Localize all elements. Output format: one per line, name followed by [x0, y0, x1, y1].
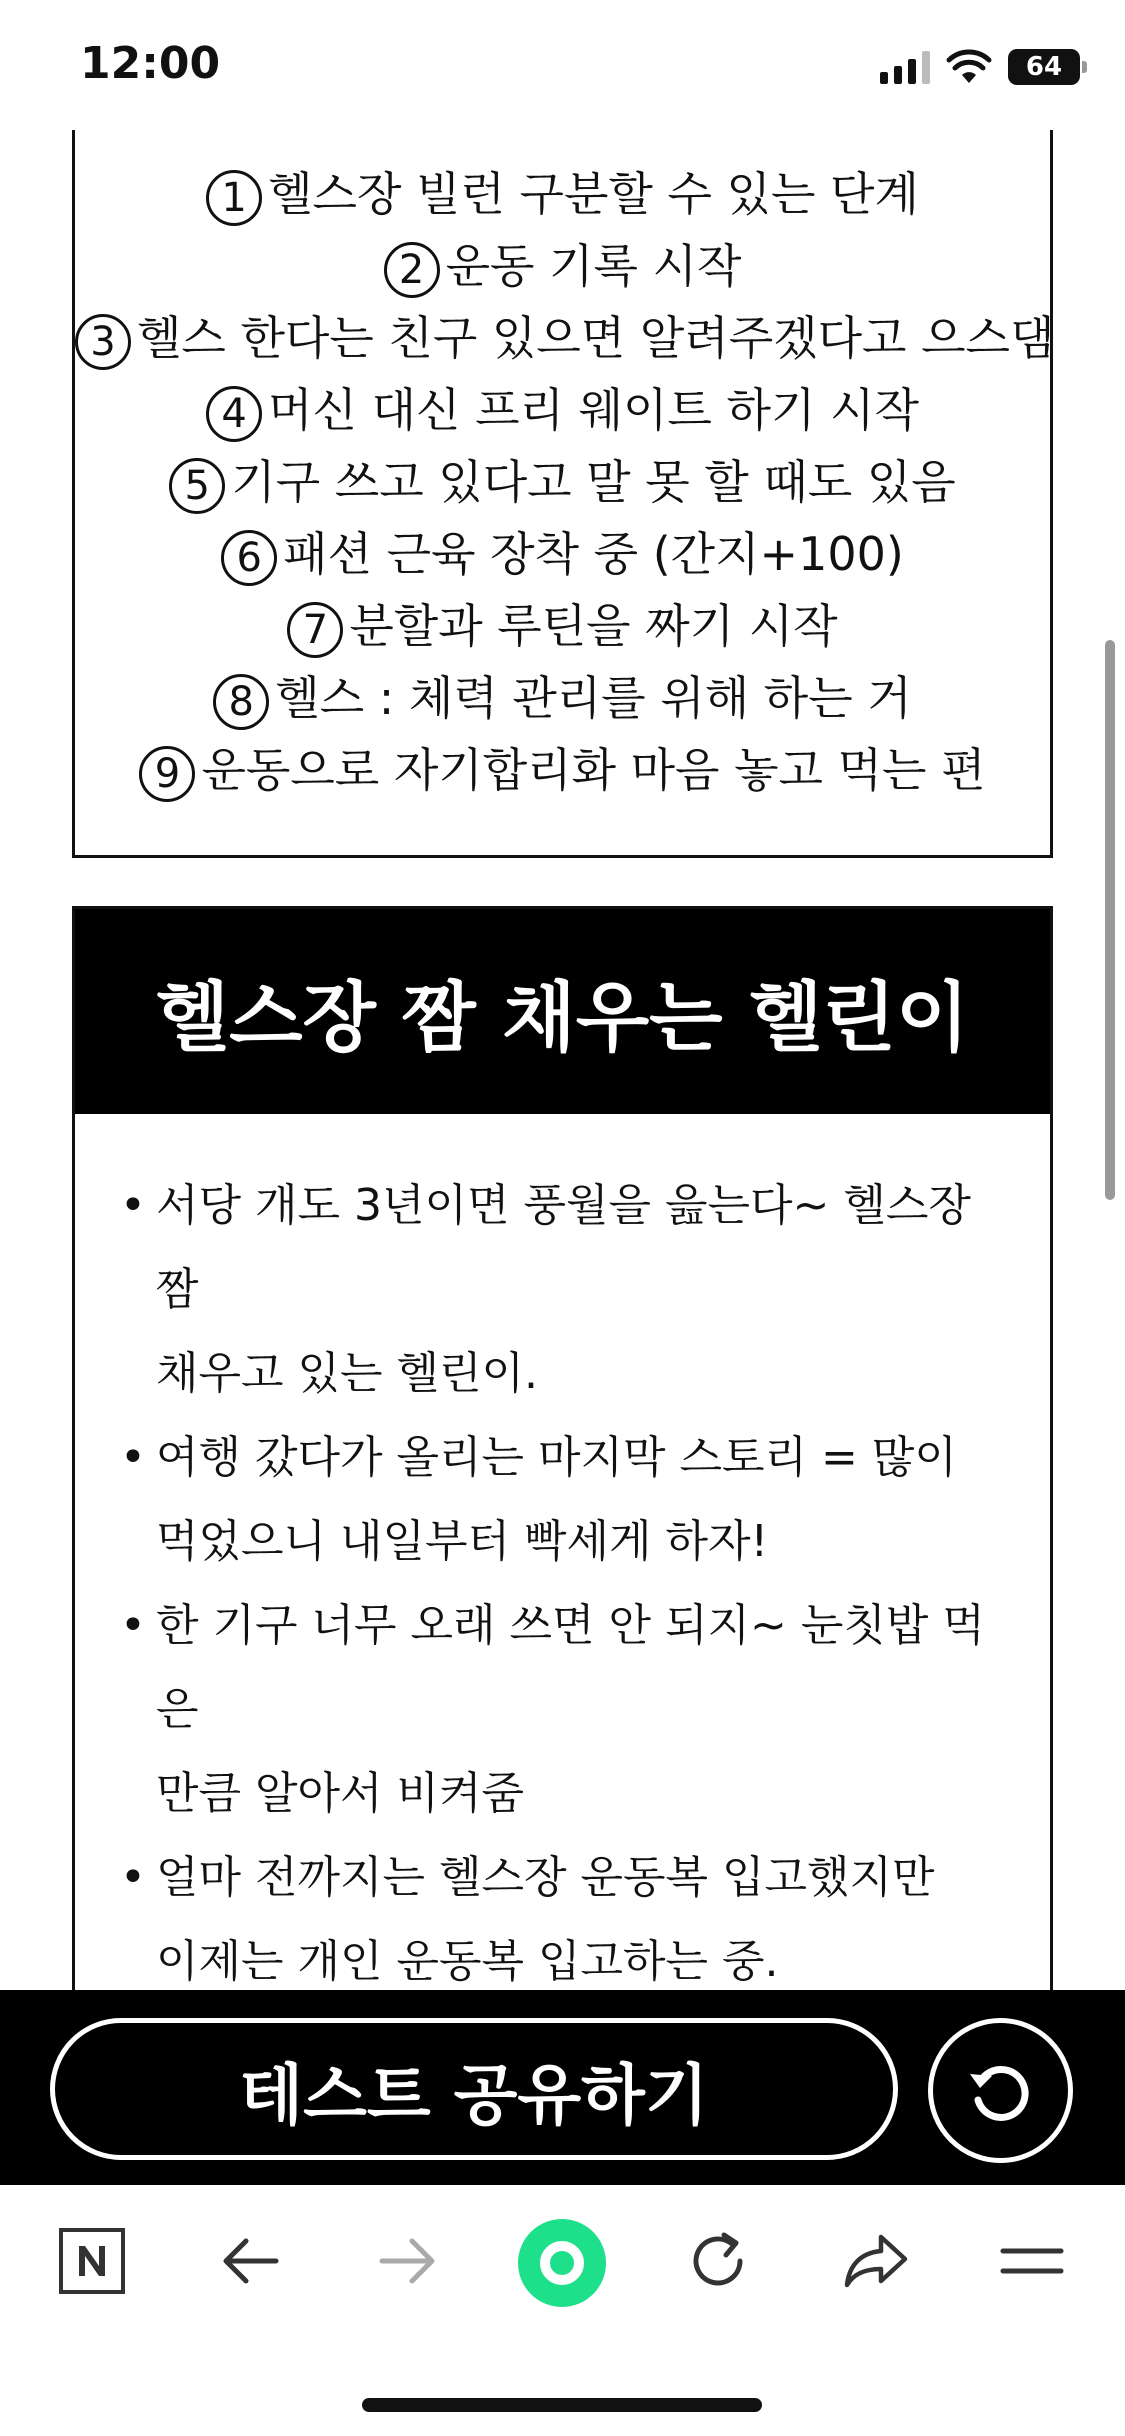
- result-bullet: [120, 1836, 1010, 1990]
- retry-icon: [962, 2052, 1040, 2130]
- step-number: 6: [221, 530, 277, 586]
- steps-box: [72, 130, 1053, 858]
- retry-button[interactable]: [928, 2018, 1073, 2163]
- forward-button[interactable]: [368, 2221, 448, 2301]
- battery-level: 64: [1025, 52, 1063, 82]
- share-test-label: 테스트 공유하기: [239, 2056, 709, 2134]
- back-button[interactable]: [210, 2221, 290, 2301]
- step-item: [75, 596, 1050, 658]
- bullet-line: • 얼마 전까지는 헬스장 운동복 입고했지만: [156, 1852, 935, 1903]
- scrollbar[interactable]: [1105, 640, 1115, 1200]
- naver-icon: [57, 2226, 127, 2296]
- step-number: 3: [75, 314, 131, 370]
- step-text: 헬스 한다는 친구 있으면 알려주겠다고 으스댐: [137, 311, 1055, 365]
- page-content[interactable]: [0, 130, 1125, 1990]
- status-bar: [0, 0, 1125, 130]
- step-item: [75, 668, 1050, 730]
- step-item: [75, 164, 1050, 226]
- home-button[interactable]: [512, 2213, 612, 2313]
- reload-icon: [684, 2227, 752, 2295]
- back-arrow-icon: [218, 2233, 282, 2289]
- step-item: [75, 308, 1055, 370]
- bullet-line: • 서당 개도 3년이면 풍월을 읊는다~ 헬스장 짬: [156, 1180, 971, 1315]
- step-item: [75, 236, 1050, 298]
- home-icon: [514, 2215, 610, 2311]
- share-icon: [841, 2231, 911, 2291]
- step-item: [75, 380, 1050, 442]
- bullet-line: 채우고 있는 헬린이.: [156, 1348, 538, 1399]
- bullet-line: • 여행 갔다가 올리는 마지막 스토리 = 많이: [156, 1432, 957, 1483]
- bullet-line: 만큼 알아서 비켜줌: [156, 1768, 525, 1819]
- reload-button[interactable]: [678, 2221, 758, 2301]
- action-bar: [0, 1990, 1125, 2185]
- result-bullet: [120, 1584, 1010, 1836]
- step-text: 분할과 루틴을 짜기 시작: [349, 599, 838, 653]
- naver-button[interactable]: [52, 2221, 132, 2301]
- signal-icon: [880, 50, 930, 84]
- step-text: 기구 쓰고 있다고 말 못 할 때도 있음: [231, 455, 956, 509]
- step-number: 1: [206, 170, 262, 226]
- step-item: [75, 740, 1050, 802]
- step-number: 5: [169, 458, 225, 514]
- wifi-icon: [946, 49, 992, 85]
- step-number: 8: [213, 674, 269, 730]
- result-card: [72, 906, 1053, 1990]
- step-item: [75, 452, 1050, 514]
- result-bullet: [120, 1416, 1010, 1584]
- menu-button[interactable]: [992, 2221, 1072, 2301]
- step-text: 운동 기록 시작: [445, 239, 742, 293]
- step-text: 패션 근육 장착 중 (간지+100): [283, 527, 904, 581]
- step-text: 헬스장 빌런 구분할 수 있는 단계: [268, 167, 919, 221]
- step-item: [75, 524, 1050, 586]
- forward-arrow-icon: [376, 2233, 440, 2289]
- status-icons: [880, 45, 1080, 89]
- result-title: 헬스장 짬 채우는 헬린이: [75, 909, 1050, 1114]
- step-number: 9: [139, 746, 195, 802]
- share-button[interactable]: [836, 2221, 916, 2301]
- share-test-button[interactable]: [50, 2018, 898, 2160]
- step-number: 2: [384, 242, 440, 298]
- bullet-line: • 한 기구 너무 오래 쓰면 안 되지~ 눈칫밥 먹은: [156, 1600, 985, 1735]
- bullet-line: 이제는 개인 운동복 입고하는 중.: [156, 1936, 779, 1987]
- step-number: 4: [206, 386, 262, 442]
- home-indicator[interactable]: [362, 2398, 762, 2412]
- result-bullet-list: [75, 1114, 1050, 1990]
- step-text: 머신 대신 프리 웨이트 하기 시작: [268, 383, 919, 437]
- status-time: 12:00: [80, 38, 221, 89]
- step-text: 운동으로 자기합리화 마음 놓고 먹는 편: [201, 743, 986, 797]
- result-bullet: [120, 1164, 1010, 1416]
- menu-icon: [999, 2241, 1065, 2281]
- step-number: 7: [287, 602, 343, 658]
- step-text: 헬스 : 체력 관리를 위해 하는 거: [275, 671, 912, 725]
- bullet-line: 먹었으니 내일부터 빡세게 하자!: [156, 1516, 769, 1567]
- battery-icon: [1008, 49, 1080, 85]
